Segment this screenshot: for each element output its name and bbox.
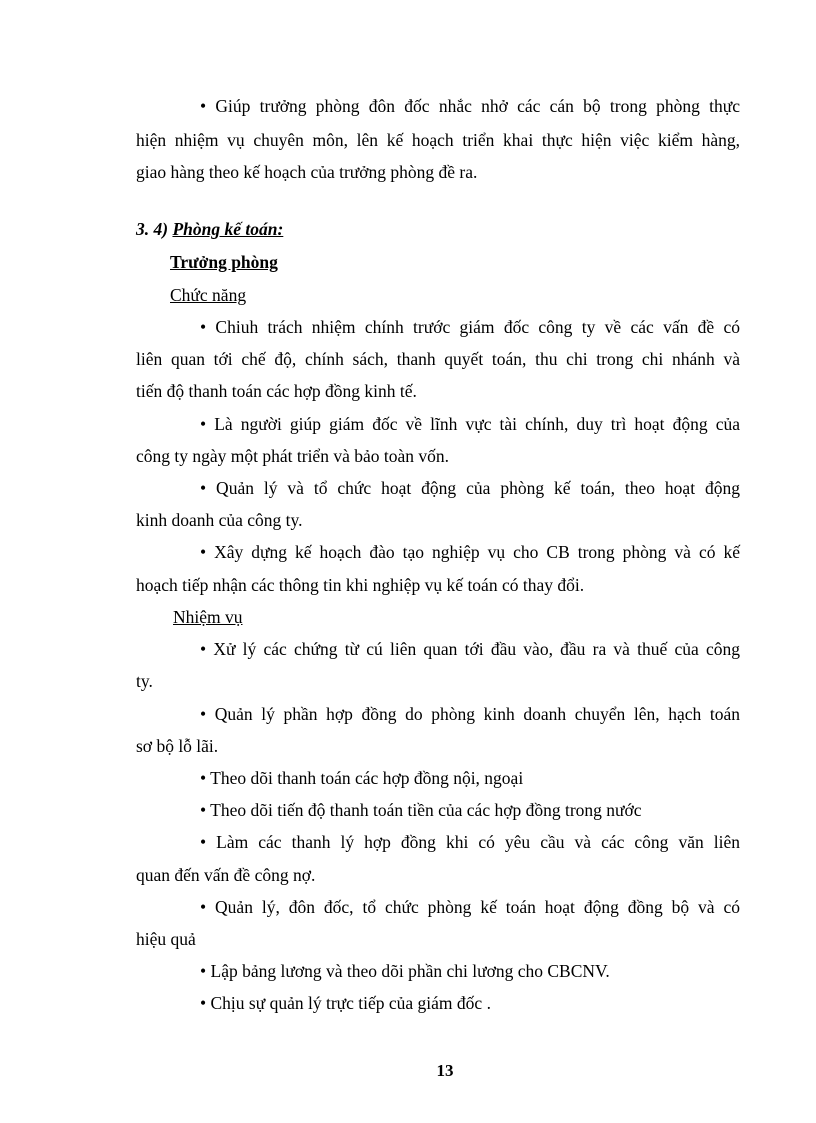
intro-line-2: hiện nhiệm vụ chuyên môn, lên kế hoạch triển khai thực hiện việc kiểm hàng, [136,130,740,150]
function-4-line-1: • Xây dựng kế hoạch đào tạo nghiệp vụ cho CB trong phòng và có kế [200,542,740,562]
function-4-line-2: hoạch tiếp nhận các thông tin khi nghiệp vụ kế toán có thay đổi. [136,575,585,595]
duty-5-line-2: quan đến vấn đề công nợ. [136,865,316,885]
function-1-line-3: tiến độ thanh toán các hợp đồng kinh tế. [136,381,417,401]
duty-5-line-1: • Làm các thanh lý hợp đồng khi có yêu cầu và các công văn liên [200,832,740,852]
duty-2-line-2: sơ bộ lỗ lãi. [136,736,219,756]
function-1-line-1: • Chiuh trách nhiệm chính trước giám đốc công ty về các vấn đề có [200,317,740,337]
role-title: Trưởng phòng [170,252,278,272]
section-heading [136,218,283,240]
intro-line-3: giao hàng theo kế hoạch của trưởng phòng đề ra. [136,162,478,182]
duty-1-line-2: ty. [136,671,153,691]
section-title: Phòng kế toán: [172,219,284,239]
duty-1-line-1: • Xử lý các chứng từ cú liên quan tới đầu vào, đầu ra và thuế của công [200,639,740,659]
duties-heading: Nhiệm vụ [173,607,243,627]
duty-8-line-1: • Chịu sự quản lý trực tiếp của giám đốc . [200,993,491,1013]
duty-7-line-1: • Lập bảng lương và theo dõi phần chi lương cho CBCNV. [200,961,610,981]
intro-line-1: • Giúp trưởng phòng đôn đốc nhắc nhở các cán bộ trong phòng thực [200,96,740,116]
duty-2-line-1: • Quản lý phần hợp đồng do phòng kinh doanh chuyển lên, hạch toán [200,704,740,724]
duty-6-line-2: hiệu quả [136,929,196,949]
functions-heading: Chức năng [170,285,247,305]
function-2-line-1: • Là người giúp giám đốc về lĩnh vực tài chính, duy trì hoạt động của [200,414,740,434]
page-number: 13 [436,1061,454,1080]
duty-4-line-1: • Theo dõi tiến độ thanh toán tiền của các hợp đồng trong nước [200,800,642,820]
function-3-line-1: • Quản lý và tổ chức hoạt động của phòng kế toán, theo hoạt động [200,478,740,498]
function-3-line-2: kinh doanh của công ty. [136,510,303,530]
function-1-line-2: liên quan tới chế độ, chính sách, thanh quyết toán, thu chi trong chi nhánh và [136,349,740,369]
duty-3-line-1: • Theo dõi thanh toán các hợp đồng nội, ngoại [200,768,524,788]
duty-6-line-1: • Quản lý, đôn đốc, tổ chức phòng kế toán hoạt động đồng bộ và có [200,897,740,917]
function-2-line-2: công ty ngày một phát triển và bảo toàn vốn. [136,446,449,466]
section-number: 3. 4) [136,219,169,239]
